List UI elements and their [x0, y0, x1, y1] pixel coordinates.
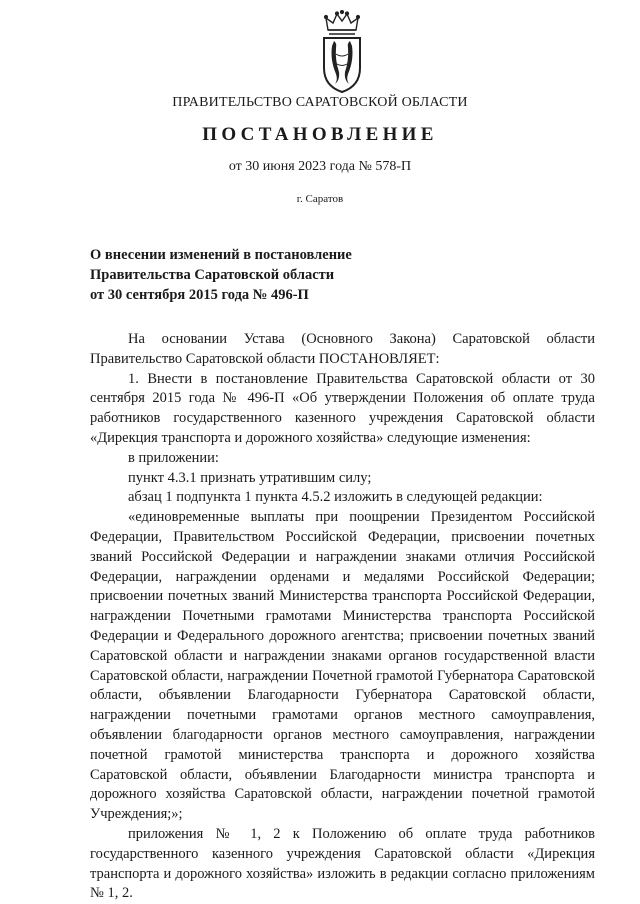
body-paragraph: 1. Внести в постановление Правительства Саратовской области от 30 сентября 2015 года № 496-П «Об утверждении Положения об оплате труда работников государственного казенного учреждения Саратовской области «Дирекция транспорта и дорожного хозяйства» следующие изменения: — [90, 370, 595, 446]
document-type: ПОСТАНОВЛЕНИЕ — [202, 124, 438, 145]
body-paragraph: пункт 4.3.1 признать утратившим силу; — [128, 469, 372, 486]
document-date-number: от 30 июня 2023 года № 578-П — [228, 159, 412, 174]
body-paragraph: На основании Устава (Основного Закона) Саратовской области Правительство Саратовской области ПОСТАНОВЛЯЕТ: — [90, 331, 595, 367]
body-paragraph: «единовременные выплаты при поощрении Президентом Российской Федерации, Правительством Российской Федерации, присвоении почетных званий Российской Федерации и награждении знаками отличия Российской Федерации, награждении орденами и медалями Российской Федерации; присвоении почетных званий Министерства транспорта Российской Федерации, награждении Почетными грамотами Министерства транспорта Российской Федерации и Федерального дорожного агентства; присвоении почетных званий Саратовской области и награждении знаками органов государственной власти Саратовской области, награждении Почетной грамотой Губернатора Саратовской области, объявлении Благодарности Губернатора Саратовской области, награждении почетными грамотами органов местного самоуправления, объявлении благодарности органов местного самоуправления, награждении почетной грамотой министерства транспорта и дорожного хозяйства Саратовской области, объявлении Благодарности министра транспорта и дорожного хозяйства Саратовской области, награждении почетной грамотой Учреждения;»; — [90, 509, 595, 823]
subject-line: от 30 сентября 2015 года № 496-П — [90, 287, 309, 303]
body-paragraph: в приложении: — [128, 449, 219, 466]
document-body — [90, 330, 595, 904]
document-city: г. Саратов — [296, 193, 344, 205]
body-paragraph: абзац 1 подпункта 1 пункта 4.5.2 изложить в следующей редакции: — [128, 489, 543, 506]
government-title: ПРАВИТЕЛЬСТВО САРАТОВСКОЙ ОБЛАСТИ — [172, 95, 468, 110]
subject-line: О внесении изменений в постановление — [90, 247, 352, 263]
subject-line: Правительства Саратовской области — [90, 267, 335, 283]
body-paragraph: приложения № 1, 2 к Положению об оплате труда работников государственного казенного учреждения Саратовской области «Дирекция транспорта и дорожного хозяйства» изложить в редакции согласно приложениям № 1, 2. — [90, 825, 595, 902]
saratov-coat-of-arms-icon — [318, 10, 366, 94]
document-subject — [90, 245, 410, 305]
